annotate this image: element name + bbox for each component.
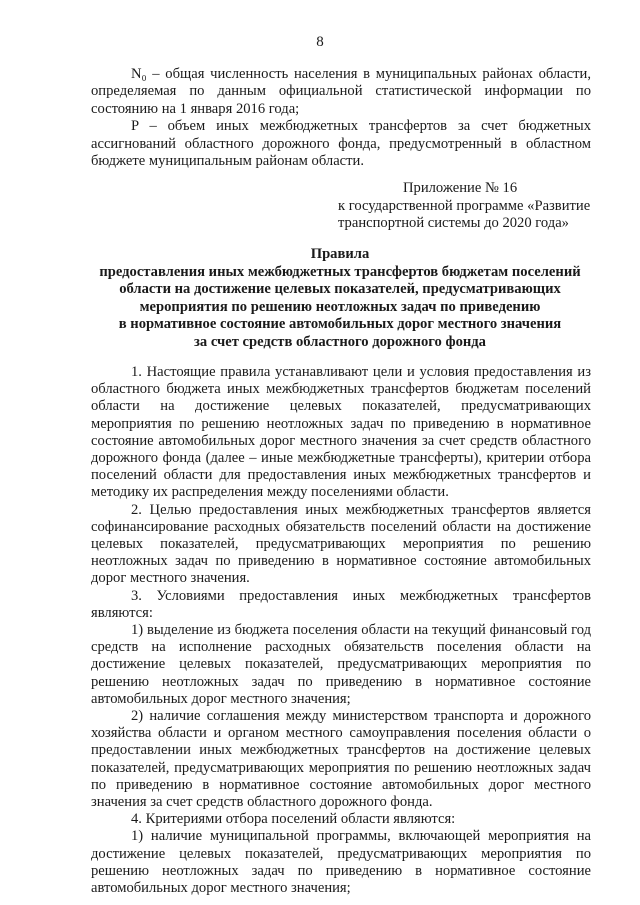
paragraph-3-item-2: 2) наличие соглашения между министерством транспорта и дорожного хозяйства области и органом местного самоуправления поселения области о предоставлении иных межбюджетных трансфертов на достижение целевых показателей, предусматривающих мероприятия по решению неотложных задач по приведению в нормативное состояние автомобильных дорог местного значения за счет средств областного дорожного фонда. xyxy=(91,708,591,811)
title-line: предоставления иных межбюджетных трансфертов бюджетам поселений xyxy=(99,263,581,280)
n0-definition: N₀ – общая численность населения в муниципальных районах области, определяемая по данным официальной статистической информации по состоянию на 1 января 2016 года; xyxy=(91,66,591,117)
paragraph-1: 1. Настоящие правила устанавливают цели и условия предоставления из областного бюджета иных межбюджетных трансфертов бюджетам поселений области на достижение целевых показателей, предусматривающих мероприятия по решению неотложных задач по приведению в нормативное состояние автомобильных дорог местного значения за счет средств областного дорожного фонда (далее – иные межбюджетные трансферты), критерии отбора поселений области для предоставления иных межбюджетных трансфертов и методику их распределения между поселениями области. xyxy=(91,364,591,501)
appendix-reference xyxy=(338,180,608,233)
paragraph-2: 2. Целью предоставления иных межбюджетных трансфертов является софинансирование расходных обязательств поселений области на достижение целевых показателей, предусматривающих мероприятия по решению неотложных задач по приведению в нормативное состояние автомобильных дорог местного значения. xyxy=(91,501,591,587)
appendix-number: Приложение № 16 xyxy=(403,180,518,196)
paragraph-4-item-1: 1) наличие муниципальной программы, включающей мероприятия на достижение целевых показателей, предусматривающих мероприятия по решению неотложных задач по приведению в нормативное состояние автомобильных дорог местного значения; xyxy=(91,828,591,897)
title-line: мероприятия по решению неотложных задач по приведению xyxy=(139,298,541,315)
formula-definitions xyxy=(91,66,591,170)
appendix-program-line: транспортной системы до 2020 года» xyxy=(338,215,569,232)
title-line: за счет средств областного дорожного фонда xyxy=(194,333,486,350)
p-definition: P – объем иных межбюджетных трансфертов за счет бюджетных ассигнований областного дорожного фонда, предусмотренный в областном бюджете муниципальным районам области. xyxy=(91,118,591,170)
title-line: области на достижение целевых показателей, предусматривающих xyxy=(119,281,561,298)
appendix-program-line: к государственной программе «Развитие xyxy=(338,197,591,214)
title-heading: Правила xyxy=(310,246,370,262)
title-line: в нормативное состояние автомобильных дорог местного значения xyxy=(118,316,562,333)
document-title xyxy=(80,246,600,352)
rules-body xyxy=(91,364,591,897)
paragraph-3: 3. Условиями предоставления иных межбюджетных трансфертов являются: xyxy=(91,587,591,621)
paragraph-4: 4. Критериями отбора поселений области являются: xyxy=(131,811,456,828)
paragraph-3-item-1: 1) выделение из бюджета поселения области на текущий финансовый год средств на исполнение расходных обязательств поселения области на достижение целевых показателей, предусматривающих мероприятия по решению неотложных задач по приведению в нормативное состояние автомобильных дорог местного значения; xyxy=(91,622,591,707)
page-number: 8 xyxy=(316,34,324,50)
